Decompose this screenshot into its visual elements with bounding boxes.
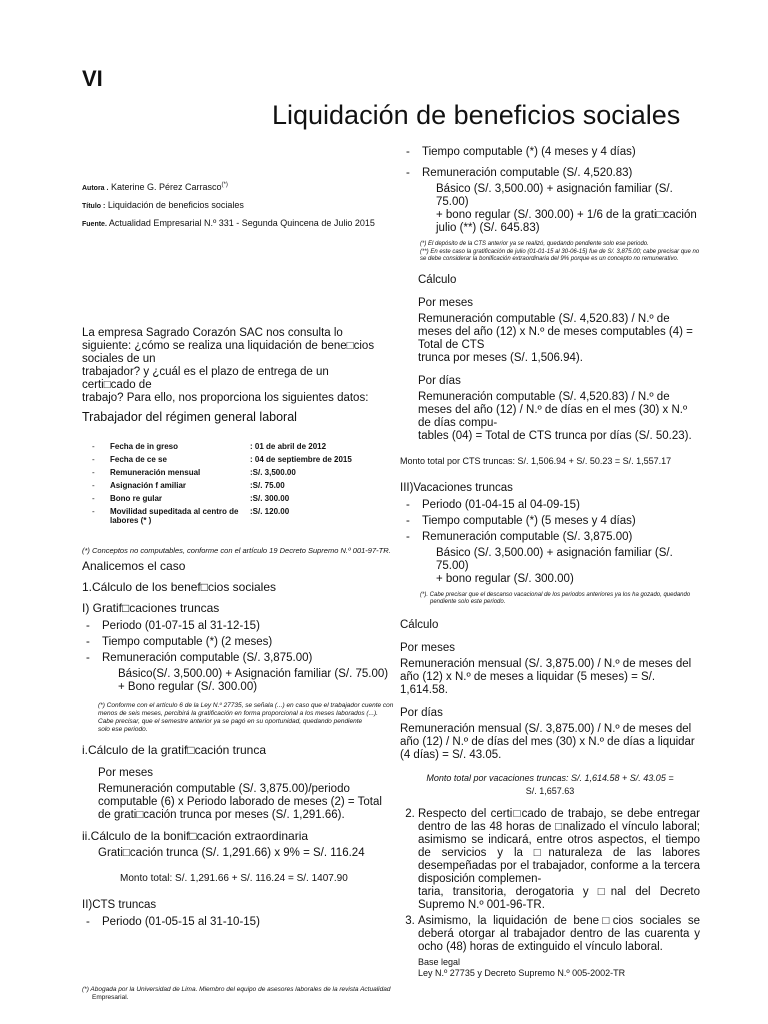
vac-item: - Tiempo computable (*) (5 meses y 4 días) — [402, 515, 700, 528]
worker-data-label: Bono re gular — [110, 494, 163, 503]
worker-data-label: Asignación f amiliar — [110, 481, 187, 490]
grat-item: - Tiempo computable (*) (2 meses) — [82, 636, 394, 649]
vac-por-meses-label: Por meses — [400, 641, 455, 654]
worker-data-row — [92, 440, 382, 453]
worker-data-label: Fecha de in greso — [110, 442, 179, 451]
cts-item: - Remuneración computable (S/. 4,520.83) — [402, 167, 700, 180]
meta-author — [82, 180, 402, 194]
vac-dias-text: Remuneración mensual (S/. 3,875.00) / N.º de meses del año (12) / N.º de días del mes (30) x N.º de días a liquidar (4 días) = S/. 43.05. — [400, 722, 695, 761]
cts-meses-tail: trunca por meses (S/. 1,506.94). — [418, 351, 583, 364]
author-footnote-2: Empresarial. — [92, 994, 129, 1001]
intro-p3: trabajo? Para ello, nos proporciona los siguientes datos: — [82, 392, 369, 404]
points-list — [400, 808, 700, 954]
vac-meses-text: Remuneración mensual (S/. 3,875.00) / N.º de meses del año (12) x N.º de meses a liquidar (5 meses) = S/. 1,614.58. — [400, 657, 692, 696]
cts-meses-text: Remuneración computable (S/. 4,520.83) / N.º de meses del año (12) x N.º de meses computables (4) = Total de CTS — [418, 312, 693, 351]
worker-data-value: : 04 de septiembre de 2015 — [250, 455, 352, 464]
worker-data-row — [92, 466, 382, 479]
vac-detail-1: Básico (S/. 3,500.00) + asignación familiar (S/. 75.00) — [436, 546, 673, 572]
point-2-text: Respecto del certi□cado de trabajo, se debe entregar dentro de las 48 horas de □nalizado el vínculo laboral; asimismo se indicará, entre otros aspectos, el tiempo de servicios y la □naturaleza de las labores desempeñadas por el trabajador, conforme a la tercera disposición complemen- — [418, 807, 700, 885]
vac-list — [400, 499, 700, 544]
row-dash: - — [92, 468, 95, 477]
point-2-tail: taria, transitoria, derogatoria y □nal del Decreto Supremo N.º 001-96-TR. — [418, 885, 700, 911]
worker-data-row — [92, 492, 382, 505]
meta-author-mark: (*) — [221, 182, 228, 188]
worker-data-label: Movilidad supeditada al centro de labores (* ) — [110, 507, 239, 525]
meta-title-value: Liquidación de beneficios sociales — [107, 200, 244, 210]
point-2 — [418, 808, 700, 912]
cts-note-1: (*) El depósito de la CTS anterior ya se realizó, quedando pendiente solo ese periodo. — [420, 241, 649, 247]
cts-note-2: (**) En este caso la gratificación de julio (01-01-15 al 30-06-15) fue de S/. 3,875.00; cabe precisar que no se debe considerar la bonificación extraordinaria del 9% porque es un concepto no remunerativo. — [420, 248, 700, 262]
total-grat: Monto total: S/. 1,291.66 + S/. 116.24 = S/. 1407.90 — [120, 873, 348, 884]
cts-por-meses-label: Por meses — [418, 296, 473, 309]
intro-p2: trabajador? y ¿cuál es el plazo de entrega de un certi□cado de — [82, 366, 329, 391]
grat-list — [82, 620, 394, 665]
cts-dias-text: Remuneración computable (S/. 4,520.83) / N.º de meses del año (12) / N.º de días en el mes (30) x N.º de días compu- — [418, 390, 688, 429]
grat-heading: I) Gratif□caciones truncas — [82, 601, 220, 615]
vac-note-2: pendiente solo este periodo. — [430, 599, 506, 605]
cts-detail-3: julio (**) (S/. 645.83) — [436, 222, 540, 234]
right-column — [400, 146, 700, 979]
vac-detail-2: + bono regular (S/. 300.00) — [436, 572, 574, 585]
calc-i-text: Remuneración computable (S/. 3,875.00)/periodo computable (6) x Periodo laborado de meses (2) = Total de grati□cación trunca por meses (S/. 1,291.66). — [98, 783, 382, 821]
cts-list-left — [82, 916, 394, 929]
chapter-number: VI — [82, 66, 103, 91]
meta-author-value: Katerine G. Pérez Carrasco — [110, 182, 222, 192]
worker-data-value: :S/. 300.00 — [250, 494, 290, 503]
point-3: 3. Asimismo, la liquidación de bene□cios sociales se deberá otorgar al trabajador dentro de las cuarenta y ocho (48) horas de extinguido el vínculo laboral. — [418, 915, 700, 954]
cts-item: - Periodo (01-05-15 al 31-10-15) — [82, 916, 394, 929]
grat-detail-1: Básico(S/. 3,500.00) + Asignación familiar (S/. 75.00) — [118, 668, 389, 680]
calc-ii-heading: ii.Cálculo de la bonif□cación extraordinaria — [82, 829, 309, 843]
calc-i-heading: i.Cálculo de la gratif□cación trunca — [82, 743, 267, 757]
worker-data-value: :S/. 120.00 — [250, 507, 290, 516]
worker-data-row — [92, 453, 382, 466]
base-legal-heading: Base legal — [418, 956, 461, 967]
meta-block — [82, 180, 402, 230]
row-dash: - — [92, 481, 95, 490]
row-dash: - — [92, 442, 95, 451]
cts-list — [400, 146, 700, 180]
worker-data-label: Fecha de ce se — [110, 455, 167, 464]
meta-title — [82, 200, 402, 212]
row-dash: - — [92, 494, 95, 503]
vac-total-1: Monto total por vacaciones truncas: S/. 1,614.58 + S/. 43.05 = — [426, 772, 674, 783]
grat-note-1: (*) Conforme con el artículo 6 de la Ley N.º 27735, se señala (...) en caso que el trabajador cuente con — [98, 702, 394, 709]
section-1-heading: 1.Cálculo de los benef□cios sociales — [82, 580, 277, 594]
cts-detail-1: Básico (S/. 3,500.00) + asignación familiar (S/. 75.00) — [436, 183, 673, 208]
vac-item: - Periodo (01-04-15 al 04-09-15) — [402, 499, 700, 512]
cts-total: Monto total por CTS truncas: S/. 1,506.94 + S/. 50.23 = S/. 1,557.17 — [400, 455, 672, 466]
grat-item: - Periodo (01-07-15 al 31-12-15) — [82, 620, 394, 633]
por-meses-label: Por meses — [98, 767, 153, 779]
cts-detail-2: + bono regular (S/. 300.00) + 1/6 de la grati□cación — [436, 209, 697, 221]
grat-note-4: solo ese periodo. — [98, 726, 148, 733]
worker-data-row — [92, 505, 382, 527]
intro-text — [82, 327, 382, 405]
vac-total — [400, 772, 700, 798]
row-dash: - — [92, 455, 95, 464]
grat-note — [82, 702, 394, 734]
meta-title-label: Título : — [82, 203, 106, 210]
intro-p1: La empresa Sagrado Corazón SAC nos consulta lo siguiente: ¿cómo se realiza una liquidación de bene□cios sociales de un — [82, 327, 375, 365]
cts-heading: II)CTS truncas — [82, 899, 157, 911]
base-legal-text: Ley N.º 27735 y Decreto Supremo N.º 005-2002-TR — [418, 967, 626, 978]
vac-total-2: S/. 1,657.63 — [525, 785, 575, 796]
worker-note: (*) Conceptos no computables, conforme con el artículo 19 Decreto Supremo N.º 001-97-TR. — [82, 546, 391, 555]
meta-source-label: Fuente. — [82, 221, 107, 228]
calculo-heading-2: Cálculo — [400, 618, 439, 631]
vac-por-dias-label: Por días — [400, 706, 443, 719]
calculo-heading: Cálculo — [418, 273, 457, 286]
analicemos-heading: Analicemos el caso — [82, 559, 186, 573]
grat-detail-2: + Bono regular (S/. 300.00) — [118, 681, 258, 693]
worker-data-value: :S/. 3,500.00 — [250, 468, 296, 477]
grat-note-2: menos de seis meses, percibirá la gratificación en forma proporcional a los meses laborados (...). — [98, 710, 378, 717]
vac-note — [400, 592, 700, 607]
vac-heading: III)Vacaciones truncas — [400, 481, 513, 494]
row-dash: - — [92, 507, 95, 516]
calc-ii-text: Grati□cación trunca (S/. 1,291.66) x 9% = S/. 116.24 — [98, 847, 365, 859]
worker-data-label: Remuneración mensual — [110, 468, 201, 477]
worker-data-row — [92, 479, 382, 492]
grat-note-3: Cabe precisar, que el semestre anterior ya se pagó en su oportunidad, quedando pendiente — [98, 718, 363, 725]
vac-item: - Remuneración computable (S/. 3,875.00) — [402, 531, 700, 544]
cts-item: - Tiempo computable (*) (4 meses y 4 días) — [402, 146, 700, 159]
meta-source-value: Actualidad Empresarial N.º 331 - Segunda Quincena de Julio 2015 — [108, 218, 375, 228]
left-column — [82, 560, 394, 932]
vac-note-1: (*). Cabe precisar que el descanso vacacional de los periodos anteriores ya los ha gozado, quedando — [420, 591, 691, 598]
worker-data-value: : 01 de abril de 2012 — [250, 442, 327, 451]
cts-note — [400, 241, 700, 264]
worker-heading: Trabajador del régimen general laboral — [82, 410, 297, 424]
worker-data-value: :S/. 75.00 — [250, 481, 285, 490]
grat-item: - Remuneración computable (S/. 3,875.00) — [82, 652, 394, 665]
worker-data-table — [92, 440, 382, 527]
author-footnote — [82, 986, 392, 1002]
page-title: Liquidación de beneficios sociales — [272, 100, 681, 130]
meta-author-label: Autora . — [82, 185, 109, 192]
cts-dias-tail: tables (04) = Total de CTS trunca por días (S/. 50.23). — [418, 429, 692, 442]
base-legal — [400, 957, 700, 979]
cts-por-dias-label: Por días — [418, 374, 461, 387]
meta-source — [82, 218, 402, 230]
author-footnote-1: (*) Abogada por la Universidad de Lima. Miembro del equipo de asesores laborales de la revista Actualidad — [82, 986, 391, 993]
